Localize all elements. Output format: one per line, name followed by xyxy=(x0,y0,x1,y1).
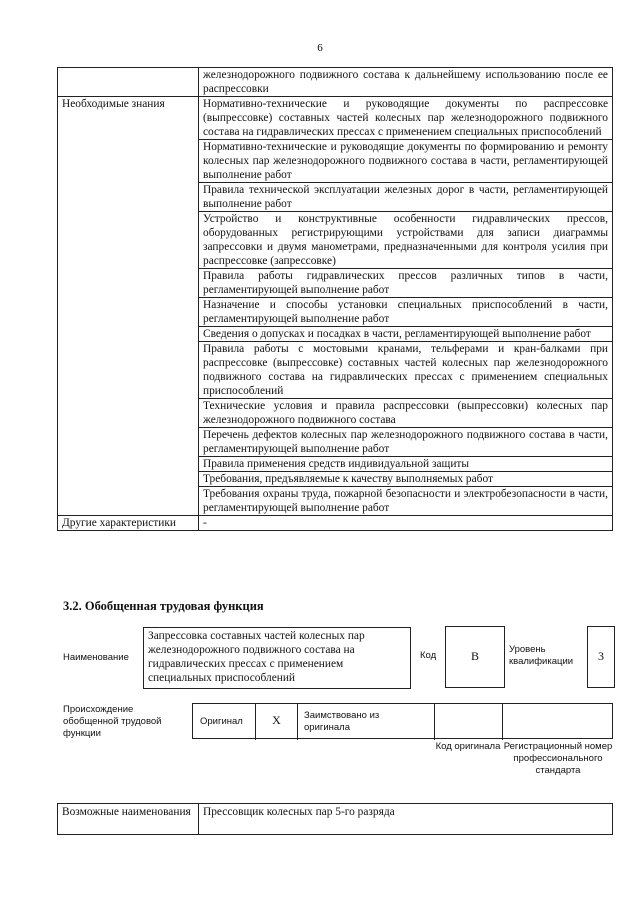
borrowed-cell xyxy=(298,704,435,740)
name-label: Наименование xyxy=(63,652,129,663)
possible-names-value: Прессовщик колесных пар 5-го разряда xyxy=(199,804,613,835)
table-cell xyxy=(58,68,199,97)
original-mark: X xyxy=(272,713,281,727)
knowledge-label: Необходимые знания xyxy=(58,97,199,516)
level-value: 3 xyxy=(587,626,615,688)
origin-code-cell xyxy=(435,704,503,740)
table-cell: железнодорожного подвижного состава к дальнейшему использованию после ее распрессовки xyxy=(199,68,613,97)
knowledge-item: Устройство и конструктивные особенности гидравлических прессов, оборудованных регистрирующими устройствами для записи диаграммы запрессовки и двумя манометрами, предназначенными для контроля усилия при распрессовке (запрессовке) xyxy=(199,212,613,269)
knowledge-item: Перечень дефектов колесных пар железнодорожного подвижного состава в части, регламентирующей выполнение работ xyxy=(199,428,613,457)
reg-number-label: Регистрационный номер профессионального стандарта xyxy=(503,741,613,776)
page-number: 6 xyxy=(317,42,323,54)
reg-number-cell xyxy=(503,704,614,740)
code-value: B xyxy=(445,626,505,688)
borrowed-label: Заимствовано из оригинала xyxy=(304,710,380,733)
knowledge-item: Требования охраны труда, пожарной безопасности и электробезопасности в части, регламентирующей выполнение работ xyxy=(199,487,613,516)
table-row xyxy=(58,97,613,140)
origin-row xyxy=(192,703,613,739)
knowledge-item: Технические условия и правила распрессовки (выпрессовки) колесных пар железнодорожного подвижного состава xyxy=(199,399,613,428)
original-cell xyxy=(193,704,256,740)
origin-code-label: Код оригинала xyxy=(435,741,501,752)
level-label: Уровень квалификации xyxy=(509,644,574,667)
knowledge-item: Правила работы гидравлических прессов различных типов в части, регламентирующей выполнение работ xyxy=(199,269,613,298)
origin-label: Происхождение обобщенной трудовой функции xyxy=(63,704,162,739)
knowledge-table xyxy=(57,67,613,531)
function-name-box: Запрессовка составных частей колесных пар железнодорожного подвижного состава на гидравлических прессах с применением специальных приспособлений xyxy=(143,627,411,689)
knowledge-item: Правила работы с мостовыми кранами, тельферами и кран-балками при распрессовке (выпрессовке) составных частей колесных пар железнодорожного подвижного состава на гидравлических прессах с применением специальных приспособлений xyxy=(199,342,613,399)
names-table xyxy=(57,803,613,835)
original-mark-cell xyxy=(256,704,298,740)
code-label: Код xyxy=(420,650,437,661)
possible-names-label: Возможные наименования xyxy=(58,804,199,835)
other-characteristics-value: - xyxy=(199,516,613,531)
knowledge-item: Сведения о допусках и посадках в части, регламентирующей выполнение работ xyxy=(199,327,613,342)
knowledge-item: Правила применения средств индивидуальной защиты xyxy=(199,457,613,472)
knowledge-item: Правила технической эксплуатации железных дорог в части, регламентирующей выполнение работ xyxy=(199,183,613,212)
other-characteristics-label: Другие характеристики xyxy=(58,516,199,531)
table-row xyxy=(58,516,613,531)
table-row xyxy=(58,804,613,835)
knowledge-item: Нормативно-технические и руководящие документы по формированию и ремонту колесных пар железнодорожного подвижного состава в части, регламентирующей выполнение работ xyxy=(199,140,613,183)
knowledge-item: Назначение и способы установки специальных приспособлений в части, регламентирующей выполнение работ xyxy=(199,298,613,327)
original-label: Оригинал xyxy=(200,716,243,727)
knowledge-item: Нормативно-технические и руководящие документы по распрессовке (выпрессовке) составных частей колесных пар железнодорожного подвижного состава на гидравлических прессах с применением специальных приспособлений xyxy=(199,97,613,140)
table-row xyxy=(58,68,613,97)
section-title: 3.2. Обобщенная трудовая функция xyxy=(63,599,264,613)
knowledge-item: Требования, предъявляемые к качеству выполняемых работ xyxy=(199,472,613,487)
